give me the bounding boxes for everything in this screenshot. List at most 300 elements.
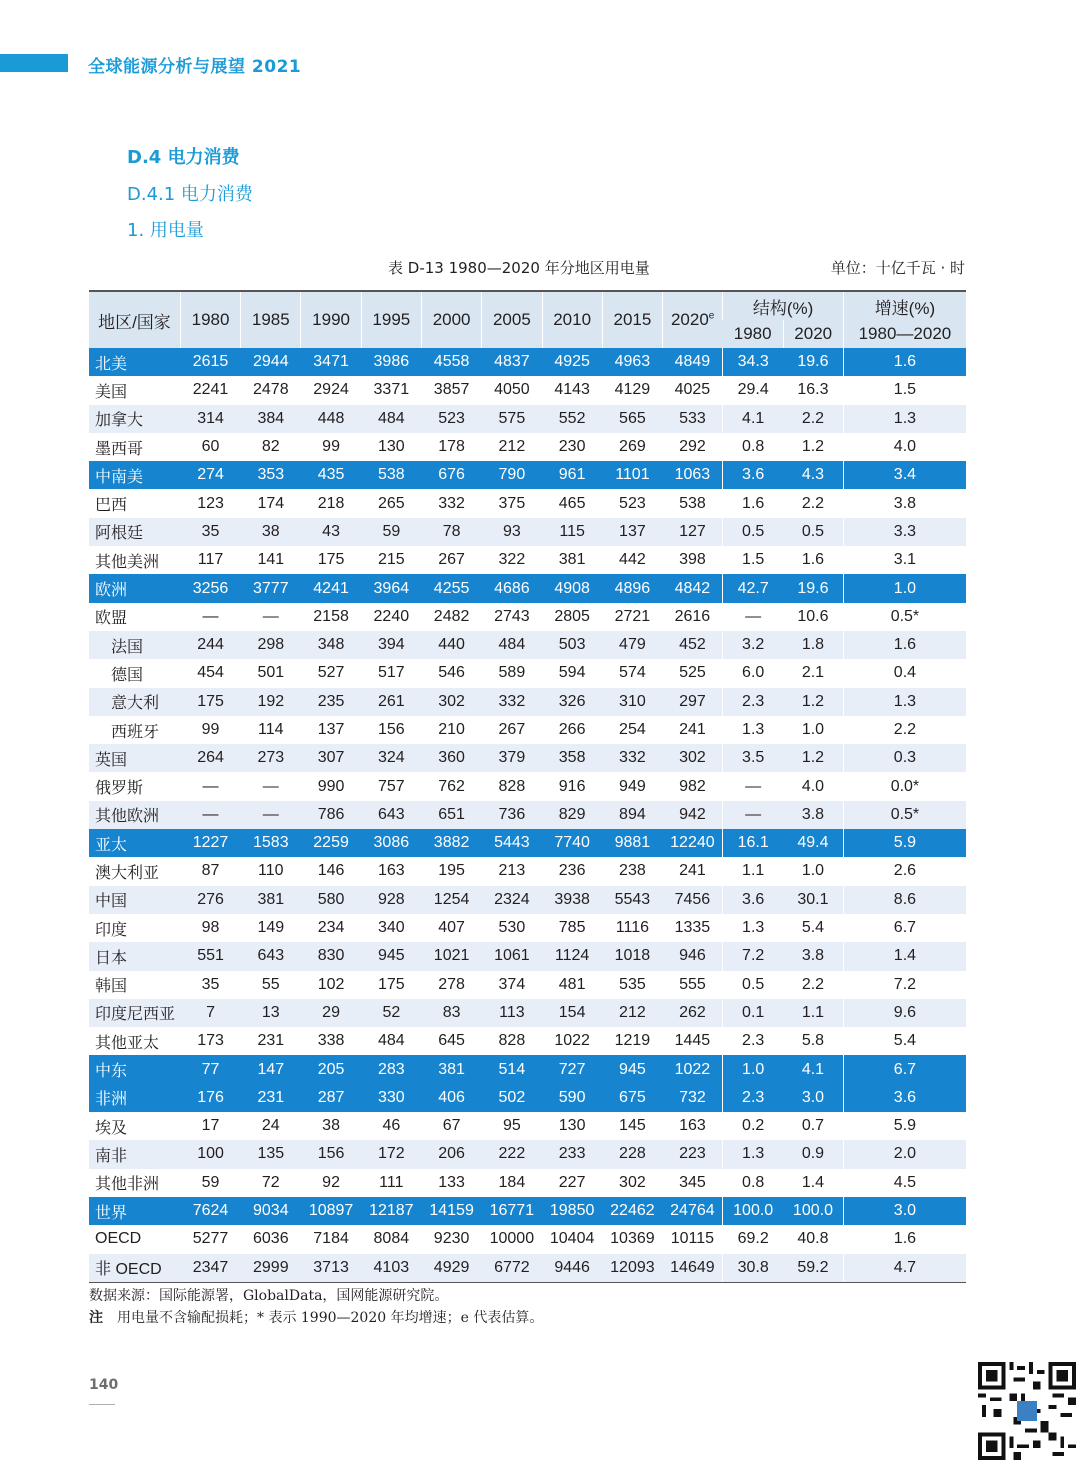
table-cell: 4.0	[843, 433, 966, 461]
table-cell: 3256	[180, 574, 240, 602]
table-cell: 1022	[663, 1055, 723, 1083]
row-label: 其他欧洲	[89, 801, 180, 829]
table-cell: 6.7	[843, 914, 966, 942]
table-cell: 1.4	[783, 1169, 843, 1197]
table-cell: 3.6	[723, 886, 783, 914]
table-body	[89, 348, 966, 1282]
table-cell: 102	[301, 971, 361, 999]
header-accent-bar	[0, 54, 68, 72]
table-cell: 292	[663, 433, 723, 461]
table-cell: 302	[602, 1169, 662, 1197]
table-cell: 1335	[663, 914, 723, 942]
table-cell: 314	[180, 405, 240, 433]
row-label: 美国	[89, 376, 180, 404]
table-cell: 589	[482, 659, 542, 687]
table-cell: 3371	[361, 376, 421, 404]
table-cell: 3986	[361, 348, 421, 376]
table-cell: 7184	[301, 1225, 361, 1253]
table-cell: 16771	[482, 1197, 542, 1225]
row-label: 非洲	[89, 1084, 180, 1112]
table-cell: 100.0	[783, 1197, 843, 1225]
table-cell: 0.5	[783, 518, 843, 546]
table-cell: 1.6	[843, 348, 966, 376]
table-cell: 946	[663, 942, 723, 970]
table-cell: 10115	[663, 1225, 723, 1253]
row-label: 埃及	[89, 1112, 180, 1140]
table-cell: 205	[301, 1055, 361, 1083]
table-cell: 785	[542, 914, 602, 942]
table-cell: 231	[241, 1027, 301, 1055]
table-cell: 223	[663, 1140, 723, 1168]
table-cell: 945	[602, 1055, 662, 1083]
table-cell: 4.1	[783, 1055, 843, 1083]
table-cell: 2324	[482, 886, 542, 914]
table-cell: 398	[663, 546, 723, 574]
table-cell: 928	[361, 886, 421, 914]
table-cell: 1.6	[723, 489, 783, 517]
col-header-year: 1980	[180, 291, 240, 348]
table-cell: 465	[542, 489, 602, 517]
table-cell: 481	[542, 971, 602, 999]
table-cell: 574	[602, 659, 662, 687]
table-cell: 12187	[361, 1197, 421, 1225]
table-row	[89, 659, 966, 687]
table-row	[89, 688, 966, 716]
table-cell: 238	[602, 857, 662, 885]
table-cell: 52	[361, 999, 421, 1027]
table-cell: 173	[180, 1027, 240, 1055]
subsubsection-heading: 1. 用电量	[127, 220, 204, 241]
table-cell: 5443	[482, 829, 542, 857]
row-label: 韩国	[89, 971, 180, 999]
table-cell: 530	[482, 914, 542, 942]
row-label: 世界	[89, 1197, 180, 1225]
table-cell: 156	[361, 716, 421, 744]
row-label: 澳大利亚	[89, 857, 180, 885]
table-cell: 30.8	[723, 1254, 783, 1283]
table-cell: 1.0	[783, 716, 843, 744]
table-cell: 7456	[663, 886, 723, 914]
table-cell: 324	[361, 744, 421, 772]
table-cell: 9446	[542, 1254, 602, 1283]
table-cell: 6.0	[723, 659, 783, 687]
table-cell: 3.1	[843, 546, 966, 574]
table-cell: 10369	[602, 1225, 662, 1253]
table-cell: 174	[241, 489, 301, 517]
table-cell: 283	[361, 1055, 421, 1083]
table-cell: 55	[241, 971, 301, 999]
book-title: 全球能源分析与展望 2021	[88, 57, 302, 77]
table-cell: 945	[361, 942, 421, 970]
table-cell: 264	[180, 744, 240, 772]
table-cell: 42.7	[723, 574, 783, 602]
table-cell: 2743	[482, 603, 542, 631]
table-cell: 110	[241, 857, 301, 885]
table-row	[89, 376, 966, 404]
table-cell: 276	[180, 886, 240, 914]
table-row-region	[89, 1197, 966, 1225]
table-cell: 178	[421, 433, 481, 461]
table-cell: 1.0	[783, 857, 843, 885]
table-row	[89, 716, 966, 744]
table-cell: 12093	[602, 1254, 662, 1283]
note-text: 用电量不含输配损耗；* 表示 1990—2020 年均增速；e 代表估算。	[117, 1310, 544, 1326]
table-cell: 59.2	[783, 1254, 843, 1283]
table-cell: 379	[482, 744, 542, 772]
table-note	[89, 1307, 543, 1327]
table-cell: 176	[180, 1084, 240, 1112]
row-label: 欧洲	[89, 574, 180, 602]
table-cell: 147	[241, 1055, 301, 1083]
table-cell: 4686	[482, 574, 542, 602]
table-row	[89, 1169, 966, 1197]
table-cell: 17	[180, 1112, 240, 1140]
row-label: 意大利	[89, 688, 180, 716]
table-row-region	[89, 574, 966, 602]
table-cell: 484	[361, 1027, 421, 1055]
table-cell: 113	[482, 999, 542, 1027]
table-cell: 643	[361, 801, 421, 829]
table-cell: 384	[241, 405, 301, 433]
table-cell: 19.6	[783, 348, 843, 376]
table-cell: 4.7	[843, 1254, 966, 1283]
table-cell: 146	[301, 857, 361, 885]
table-cell: 4.0	[783, 772, 843, 800]
table-cell: —	[241, 801, 301, 829]
table-cell: 2924	[301, 376, 361, 404]
row-label: 英国	[89, 744, 180, 772]
table-cell: 99	[180, 716, 240, 744]
table-cell: 1.3	[843, 688, 966, 716]
table-row	[89, 914, 966, 942]
table-cell: 49.4	[783, 829, 843, 857]
row-label: 亚太	[89, 829, 180, 857]
table-cell: 0.8	[723, 1169, 783, 1197]
row-label: 日本	[89, 942, 180, 970]
row-label: 加拿大	[89, 405, 180, 433]
table-cell: 326	[542, 688, 602, 716]
table-cell: 141	[241, 546, 301, 574]
table-cell: 7624	[180, 1197, 240, 1225]
table-cell: 175	[180, 688, 240, 716]
table-cell: 16.1	[723, 829, 783, 857]
table-cell: 2999	[241, 1254, 301, 1283]
table-cell: 3.8	[783, 942, 843, 970]
table-cell: 484	[361, 405, 421, 433]
table-cell: 3086	[361, 829, 421, 857]
table-cell: 4129	[602, 376, 662, 404]
table-cell: 4896	[602, 574, 662, 602]
table-cell: 345	[663, 1169, 723, 1197]
table-cell: 2.2	[843, 716, 966, 744]
table-cell: 9034	[241, 1197, 301, 1225]
table-cell: 40.8	[783, 1225, 843, 1253]
table-cell: 77	[180, 1055, 240, 1083]
table-cell: 580	[301, 886, 361, 914]
table-cell: 19850	[542, 1197, 602, 1225]
table-cell: 156	[301, 1140, 361, 1168]
table-cell: 727	[542, 1055, 602, 1083]
table-cell: 2616	[663, 603, 723, 631]
table-cell: 235	[301, 688, 361, 716]
row-label: 印度尼西亚	[89, 999, 180, 1027]
data-source: 数据来源：国际能源署，GlobalData，国网能源研究院。	[89, 1288, 449, 1304]
table-cell: —	[180, 603, 240, 631]
table-row	[89, 433, 966, 461]
table-cell: 7.2	[843, 971, 966, 999]
table-cell: 163	[663, 1112, 723, 1140]
table-cell: 442	[602, 546, 662, 574]
col-header-structure-year: 1980	[723, 320, 783, 348]
table-cell: 332	[602, 744, 662, 772]
table-cell: 2.6	[843, 857, 966, 885]
table-cell: 59	[180, 1169, 240, 1197]
table-cell: 78	[421, 518, 481, 546]
table-row	[89, 603, 966, 631]
table-cell: 9.6	[843, 999, 966, 1027]
estimate-mark: e	[708, 310, 715, 322]
table-cell: 330	[361, 1084, 421, 1112]
table-cell: 1445	[663, 1027, 723, 1055]
row-label: 北美	[89, 348, 180, 376]
table-cell: 10000	[482, 1225, 542, 1253]
table-cell: 590	[542, 1084, 602, 1112]
table-cell: 2.2	[783, 971, 843, 999]
col-header-year-estimate	[663, 291, 723, 348]
table-cell: 230	[542, 433, 602, 461]
table-cell: 4963	[602, 348, 662, 376]
table-cell: 210	[421, 716, 481, 744]
table-cell: 894	[602, 801, 662, 829]
table-cell: 2.3	[723, 688, 783, 716]
table-cell: 7.2	[723, 942, 783, 970]
table-cell: 10404	[542, 1225, 602, 1253]
table-cell: 7	[180, 999, 240, 1027]
year-label: 2020	[670, 310, 709, 329]
table-cell: 527	[301, 659, 361, 687]
table-row-region	[89, 829, 966, 857]
table-cell: 3777	[241, 574, 301, 602]
table-cell: 538	[361, 461, 421, 489]
table-cell: 525	[663, 659, 723, 687]
table-cell: 192	[241, 688, 301, 716]
table-cell: 4.5	[843, 1169, 966, 1197]
table-cell: 1.8	[783, 631, 843, 659]
table-cell: 100	[180, 1140, 240, 1168]
table-cell: 2944	[241, 348, 301, 376]
table-row	[89, 942, 966, 970]
table-cell: 83	[421, 999, 481, 1027]
table-cell: 1116	[602, 914, 662, 942]
table-cell: 0.3	[843, 744, 966, 772]
table-cell: —	[241, 772, 301, 800]
row-label: 欧盟	[89, 603, 180, 631]
table-cell: 145	[602, 1112, 662, 1140]
table-cell: 448	[301, 405, 361, 433]
table-cell: 1018	[602, 942, 662, 970]
table-cell: 1.1	[723, 857, 783, 885]
table-cell: 34.3	[723, 348, 783, 376]
table-cell: 643	[241, 942, 301, 970]
table-row	[89, 1112, 966, 1140]
table-cell: 830	[301, 942, 361, 970]
table-cell: 29	[301, 999, 361, 1027]
table-cell: 212	[482, 433, 542, 461]
table-cell: 302	[663, 744, 723, 772]
table-row	[89, 489, 966, 517]
table-cell: 4925	[542, 348, 602, 376]
table-cell: 1.6	[843, 631, 966, 659]
col-header-growth-period: 1980—2020	[843, 320, 966, 348]
table-cell: 59	[361, 518, 421, 546]
table-cell: 538	[663, 489, 723, 517]
table-cell: 348	[301, 631, 361, 659]
table-row	[89, 801, 966, 829]
col-header-region: 地区/国家	[89, 291, 180, 348]
table-cell: 8084	[361, 1225, 421, 1253]
table-cell: 5543	[602, 886, 662, 914]
row-label: 中国	[89, 886, 180, 914]
table-cell: 949	[602, 772, 662, 800]
col-header-year: 1995	[361, 291, 421, 348]
row-label: 非 OECD	[89, 1254, 180, 1283]
table-cell: 35	[180, 518, 240, 546]
table-cell: 535	[602, 971, 662, 999]
table-cell: 358	[542, 744, 602, 772]
table-row	[89, 631, 966, 659]
table-cell: 2259	[301, 829, 361, 857]
table-cell: 2805	[542, 603, 602, 631]
col-header-year: 2015	[602, 291, 662, 348]
table-cell: 1.2	[783, 433, 843, 461]
table-cell: 675	[602, 1084, 662, 1112]
table-cell: 93	[482, 518, 542, 546]
table-cell: 454	[180, 659, 240, 687]
row-label: 阿根廷	[89, 518, 180, 546]
table-cell: 1.2	[783, 744, 843, 772]
table-cell: 261	[361, 688, 421, 716]
table-cell: 360	[421, 744, 481, 772]
col-header-year: 2010	[542, 291, 602, 348]
table-cell: 517	[361, 659, 421, 687]
col-header-growth: 增速(%)	[843, 291, 966, 320]
table-cell: 269	[602, 433, 662, 461]
table-cell: 67	[421, 1112, 481, 1140]
table-cell: 130	[542, 1112, 602, 1140]
table-cell: 790	[482, 461, 542, 489]
table-cell: 267	[421, 546, 481, 574]
table-cell: 43	[301, 518, 361, 546]
row-label: 巴西	[89, 489, 180, 517]
table-cell: 406	[421, 1084, 481, 1112]
table-cell: 0.9	[783, 1140, 843, 1168]
table-cell: 1219	[602, 1027, 662, 1055]
table-cell: 501	[241, 659, 301, 687]
table-cell: 1.3	[723, 716, 783, 744]
table-cell: 123	[180, 489, 240, 517]
table-cell: —	[180, 801, 240, 829]
row-label: 中东	[89, 1055, 180, 1083]
table-cell: 1.3	[723, 914, 783, 942]
table-row	[89, 1027, 966, 1055]
table-cell: 1.2	[783, 688, 843, 716]
table-cell: 236	[542, 857, 602, 885]
table-cell: 3713	[301, 1254, 361, 1283]
table-cell: 2241	[180, 376, 240, 404]
table-cell: 0.2	[723, 1112, 783, 1140]
table-cell: 1021	[421, 942, 481, 970]
table-cell: 175	[361, 971, 421, 999]
table-cell: 1.5	[723, 546, 783, 574]
table-cell: 829	[542, 801, 602, 829]
table-cell: 523	[421, 405, 481, 433]
table-cell: 0.8	[723, 433, 783, 461]
table-cell: 381	[241, 886, 301, 914]
table-cell: 35	[180, 971, 240, 999]
table-cell: 338	[301, 1027, 361, 1055]
row-label: 中南美	[89, 461, 180, 489]
row-label: 法国	[89, 631, 180, 659]
col-header-structure: 结构(%)	[723, 291, 844, 320]
table-cell: 3.4	[843, 461, 966, 489]
table-cell: 175	[301, 546, 361, 574]
table-cell: 381	[542, 546, 602, 574]
table-cell: 407	[421, 914, 481, 942]
table-cell: 0.5	[723, 518, 783, 546]
table-cell: 2.3	[723, 1084, 783, 1112]
table-cell: 2478	[241, 376, 301, 404]
table-cell: 332	[482, 688, 542, 716]
table-cell: 332	[421, 489, 481, 517]
col-header-year: 2000	[421, 291, 481, 348]
table-cell: 254	[602, 716, 662, 744]
table-cell: 3.5	[723, 744, 783, 772]
table-cell: 8.6	[843, 886, 966, 914]
table-cell: 757	[361, 772, 421, 800]
table-cell: 244	[180, 631, 240, 659]
col-header-year: 2005	[482, 291, 542, 348]
table-cell: 551	[180, 942, 240, 970]
table-cell: 375	[482, 489, 542, 517]
table-cell: 732	[663, 1084, 723, 1112]
table-cell: 552	[542, 405, 602, 433]
table-cell: 310	[602, 688, 662, 716]
table-row	[89, 546, 966, 574]
table-cell: 1.5	[843, 376, 966, 404]
table-cell: 0.5*	[843, 801, 966, 829]
table-cell: 533	[663, 405, 723, 433]
table-cell: 3.8	[843, 489, 966, 517]
table-cell: 3857	[421, 376, 481, 404]
table-cell: 353	[241, 461, 301, 489]
table-cell: 222	[482, 1140, 542, 1168]
table-cell: 184	[482, 1169, 542, 1197]
table-cell: 381	[421, 1055, 481, 1083]
table-cell: 30.1	[783, 886, 843, 914]
table-cell: 114	[241, 716, 301, 744]
table-unit: 单位：十亿千瓦 · 时	[830, 259, 965, 277]
table-cell: 82	[241, 433, 301, 461]
table-cell: 265	[361, 489, 421, 517]
table-cell: 5.4	[783, 914, 843, 942]
table-cell: 3.0	[783, 1084, 843, 1112]
table-cell: 828	[482, 772, 542, 800]
table-cell: 651	[421, 801, 481, 829]
table-cell: 5277	[180, 1225, 240, 1253]
table-cell: 394	[361, 631, 421, 659]
table-cell: 298	[241, 631, 301, 659]
row-label: 德国	[89, 659, 180, 687]
